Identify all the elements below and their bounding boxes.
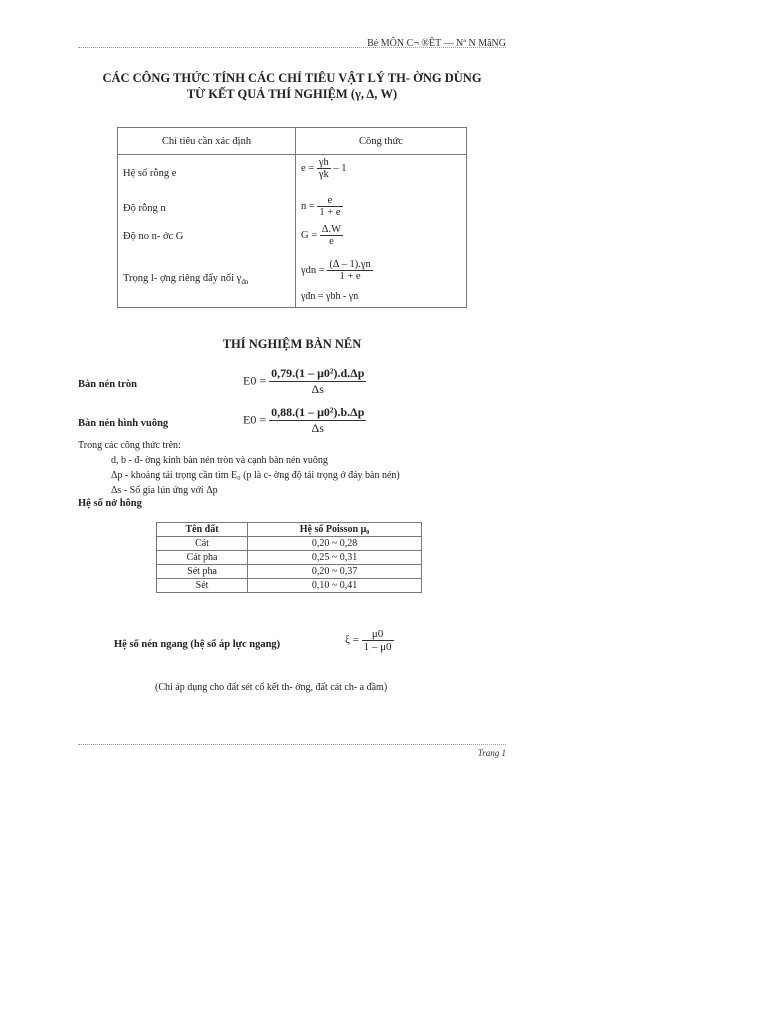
table-row: Sét pha 0,20 ~ 0,37: [157, 565, 422, 579]
page-number: Trang 1: [477, 748, 506, 758]
doc-title-line-2: TỪ KẾT QUẢ THÍ NGHIỆM (γ, Δ, W): [186, 87, 398, 101]
table-header-formula: Công thức: [296, 128, 467, 155]
label-void-ratio: Hệ số rỗng e: [123, 168, 177, 179]
square-plate-formula: E0 = $\frac{\text{0,88.(1 – μ0²).b.Δp}}{\Delta s}$: [243, 405, 365, 435]
round-plate-formula: E0 = $\frac{\text{0,79.(1 – μ0²).d.Δp}}{\Delta s}$: [243, 366, 365, 396]
lateral-coefficient-label: Hệ số nén ngang (hệ số áp lực ngang): [114, 639, 281, 650]
footer-divider: [78, 744, 506, 745]
page-header: Bé MÔN C¬ ®ÊT — Nª N MãNG: [367, 38, 506, 49]
label-saturation: Độ no n- ớc G: [123, 231, 184, 242]
physical-properties-table: [117, 127, 467, 308]
round-plate-label: Bàn nén tròn: [78, 379, 137, 390]
lateral-coefficient-formula: ξ = $\frac{\mu 0}{1 - \mu 0}$: [345, 628, 392, 653]
note-item: Δp - khoảng tải trọng cần tìm E₀ (p là c- ờng độ tải trọng ở đáy bàn nén): [111, 470, 400, 481]
square-plate-label: Bàn nén hình vuông: [78, 418, 169, 429]
poisson-header-ratio: Hệ số Poisson μ₀: [248, 523, 422, 537]
formula-void-ratio: e = $\frac{\gamma h}{\gamma k}$ – 1: [301, 157, 347, 180]
plate-test-title: THÍ NGHIỆM BÀN NÉN: [222, 337, 362, 351]
formula-buoyant-alt: γđn = γbh - γn: [301, 291, 359, 302]
property-labels-cell: [118, 155, 296, 308]
notes-intro: Trong các công thức trên:: [78, 440, 181, 451]
table-row: Sét 0,10 ~ 0,41: [157, 579, 422, 593]
table-row: Cát pha 0,25 ~ 0,31: [157, 551, 422, 565]
note-item: d, b - đ- ờng kính bàn nén tròn và cạnh bàn nén vuông: [111, 455, 328, 466]
poisson-heading: Hệ số nở hông: [78, 498, 142, 509]
header-divider: [78, 47, 506, 48]
note-item: Δs - Số gia lún ứng với Δp: [111, 485, 218, 496]
formula-buoyant-weight: γdn = $\frac{(\Delta - 1).\gamma n}{1 + e}$: [301, 259, 371, 282]
formula-cell: [296, 155, 467, 308]
formula-porosity: n = $\frac{e}{1 + e}$: [301, 195, 341, 218]
poisson-table: [156, 522, 422, 593]
lateral-note: (Chỉ áp dụng cho đất sét cố kết th- ờng, đất cát ch- a đầm): [155, 682, 388, 693]
table-row: Cát 0,20 ~ 0,28: [157, 537, 422, 551]
doc-title-line-1: CÁC CÔNG THỨC TÍNH CÁC CHỈ TIÊU VẬT LÝ TH- ỜNG DÙNG: [102, 71, 482, 85]
label-buoyant-weight: Trọng l- ợng riêng đẩy nổi $\gamma_{đn}$: [123, 273, 249, 287]
label-porosity: Độ rỗng n: [123, 203, 166, 214]
formula-saturation: G = $\frac{\Delta.W}{e}$: [301, 224, 342, 247]
table-header-property: Chỉ tiêu cần xác định: [118, 128, 296, 155]
poisson-header-soil: Tên đất: [157, 523, 248, 537]
